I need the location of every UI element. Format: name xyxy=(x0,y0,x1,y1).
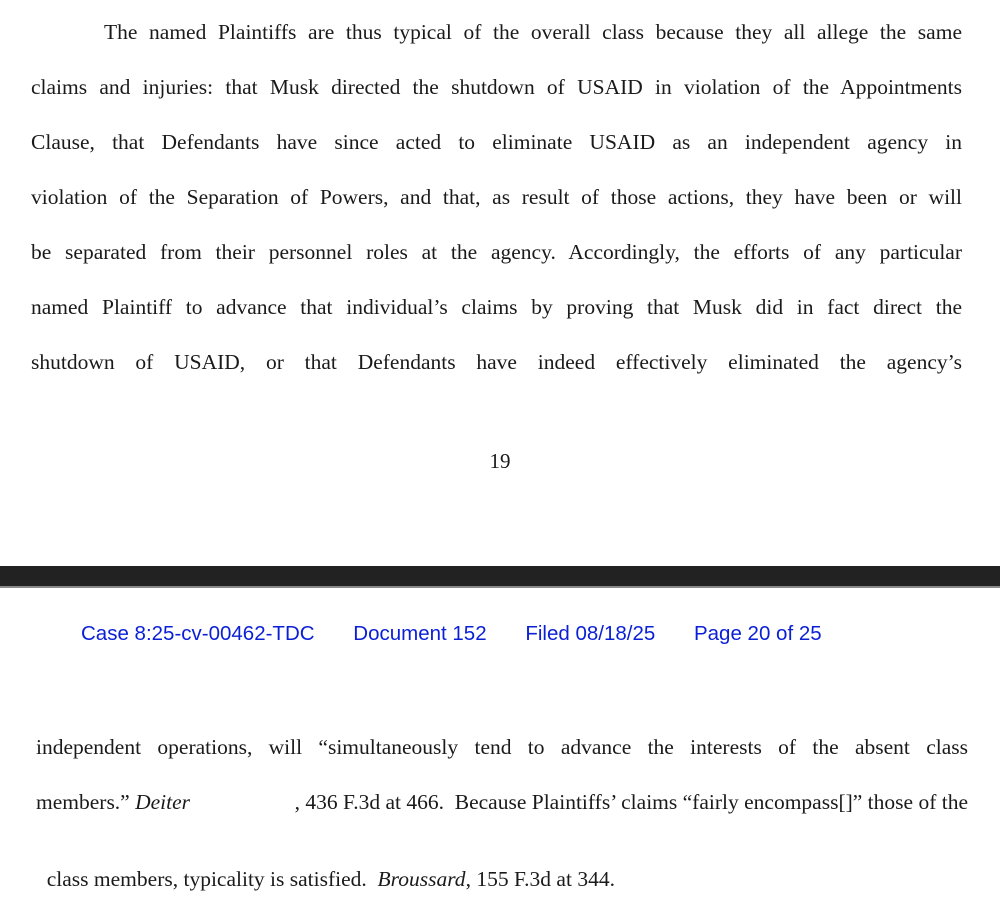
paragraph-line-3 xyxy=(31,132,962,154)
paragraph-line-2-text: claims and injuries: that Musk directed the shutdown of USAID in violation of the Appointments xyxy=(31,75,962,99)
paragraph-line-1-text: The named Plaintiffs are thus typical of the overall class because they all allege the same xyxy=(104,20,962,44)
lower-line-3-prefix: class members, typicality is satisfied. xyxy=(46,866,378,891)
paragraph-line-4-text: violation of the Separation of Powers, and that, as result of those actions, they have been or will xyxy=(31,185,962,209)
paragraph-line-5-text: be separated from their personnel roles at the agency. Accordingly, the efforts of any particular xyxy=(31,240,962,264)
paragraph-line-5 xyxy=(31,242,962,264)
lower-paragraph-line-1-text: independent operations, will “simultaneously tend to advance the interests of the absent class xyxy=(36,735,968,759)
paragraph-line-3-text: Clause, that Defendants have since acted to eliminate USAID as an independent agency in xyxy=(31,130,962,154)
lower-paragraph-line-3 xyxy=(36,847,615,890)
ecf-filed-date: Filed 08/18/25 xyxy=(525,622,656,645)
ecf-header xyxy=(81,624,822,645)
paragraph-line-7 xyxy=(31,352,962,374)
citation-broussard: Broussard xyxy=(377,866,466,891)
page-divider xyxy=(0,566,1000,586)
ecf-case-number: Case 8:25-cv-00462-TDC xyxy=(81,622,315,645)
lower-line-2-prefix: members.” xyxy=(36,790,136,814)
paragraph-line-6 xyxy=(31,297,962,319)
paragraph-line-2 xyxy=(31,77,962,99)
paragraph-line-1 xyxy=(104,22,962,44)
paragraph-line-7-text: shutdown of USAID, or that Defendants have indeed effectively eliminated the agency’s xyxy=(31,350,962,374)
ecf-page-count: Page 20 of 25 xyxy=(693,622,822,645)
citation-deiter: Deiter xyxy=(135,790,191,814)
page-divider-shadow xyxy=(0,586,1000,588)
page-number: 19 xyxy=(489,449,511,473)
lower-line-2-suffix: , 436 F.3d at 466. Because Plaintiffs’ claims “fairly encompass[]” those of the xyxy=(294,790,968,814)
paragraph-line-6-text: named Plaintiff to advance that individual’s claims by proving that Musk did in fact direct the xyxy=(31,295,962,319)
ecf-document-number: Document 152 xyxy=(353,622,487,645)
paragraph-line-4 xyxy=(31,187,962,209)
lower-paragraph-line-1 xyxy=(36,737,968,759)
lower-line-3-suffix: , 155 F.3d at 344. xyxy=(465,866,615,891)
lower-line-2-lead xyxy=(36,792,190,814)
lower-paragraph-line-2 xyxy=(36,792,968,814)
